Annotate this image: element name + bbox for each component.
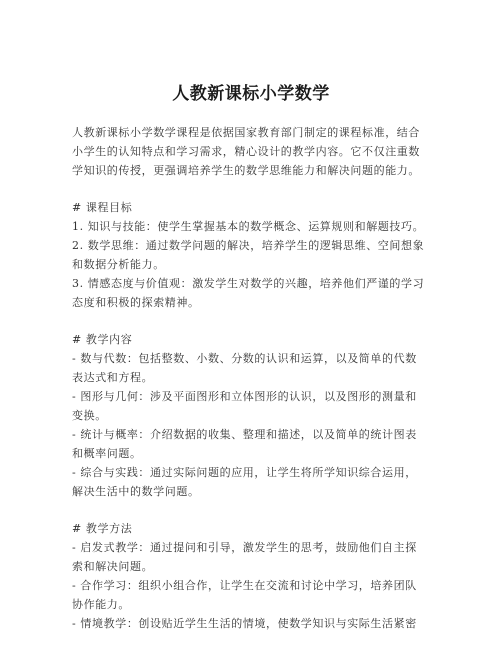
content-line: - 图形与几何：涉及平面图形和立体图形的认识，以及图形的测量和 [72, 390, 417, 403]
intro-line: 人教新课标小学数学课程是依据国家教育部门制定的课程标准，结合 [72, 126, 420, 139]
methods-line: 协作能力。 [72, 598, 130, 611]
goals-section [72, 198, 432, 312]
document-body [72, 123, 432, 633]
document-title: 人教新课标小学数学 [172, 84, 330, 104]
content-line: - 数与代数：包括整数、小数、分数的认识和运算，以及简单的代数 [72, 352, 417, 365]
content-line: 变换。 [72, 409, 107, 422]
content-line: 解决生活中的数学问题。 [72, 485, 200, 498]
content-section [72, 330, 432, 501]
methods-heading: # 教学方法 [72, 522, 133, 535]
intro-line: 学知识的传授，更强调培养学生的数学思维能力和解决问题的能力。 [72, 164, 420, 177]
content-line: 和概率问题。 [72, 447, 142, 460]
goals-line: 2. 数学思维：通过数学问题的解决，培养学生的逻辑思维、空间想象 [72, 239, 425, 252]
goals-line: 1. 知识与技能：使学生掌握基本的数学概念、运算规则和解题技巧。 [72, 220, 425, 233]
methods-line: 索和解决问题。 [72, 560, 154, 573]
methods-section [72, 519, 432, 633]
content-line: 表达式和方程。 [72, 371, 154, 384]
content-line: - 统计与概率：介绍数据的收集、整理和描述，以及简单的统计图表 [72, 428, 417, 441]
goals-line: 3. 情感态度与价值观：激发学生对数学的兴趣，培养他们严谨的学习 [72, 277, 425, 290]
intro-paragraph [72, 123, 432, 180]
content-line: - 综合与实践：通过实际问题的应用，让学生将所学知识综合运用， [72, 466, 417, 479]
goals-heading: # 课程目标 [72, 201, 133, 214]
goals-line: 和数据分析能力。 [72, 258, 165, 271]
methods-line: - 情境教学：创设贴近学生生活的情境，使数学知识与实际生活紧密 [72, 617, 417, 630]
goals-line: 态度和积极的探索精神。 [72, 296, 200, 309]
methods-line: - 启发式教学：通过提问和引导，激发学生的思考，鼓励他们自主探 [72, 541, 417, 554]
content-heading: # 教学内容 [72, 333, 133, 346]
methods-line: - 合作学习：组织小组合作，让学生在交流和讨论中学习，培养团队 [72, 579, 417, 592]
intro-line: 小学生的认知特点和学习需求，精心设计的教学内容。它不仅注重数 [72, 145, 420, 158]
